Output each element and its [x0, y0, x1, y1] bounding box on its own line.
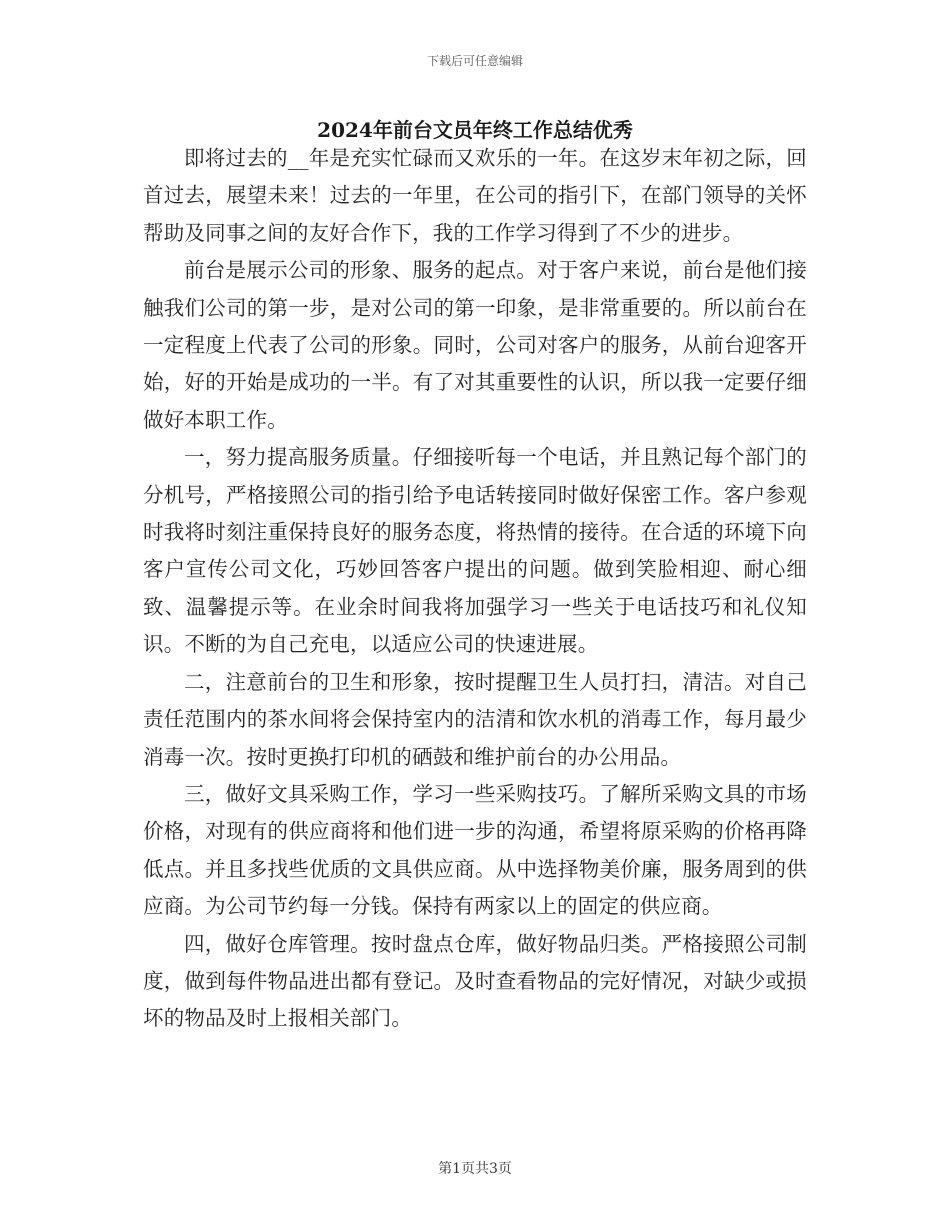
paragraph-service-quality: 一，努力提高服务质量。仔细接听每一个电话，并且熟记每个部门的分机号，严格接照公司的指引给予电话转接同时做好保密工作。客户参观时我将时刻注重保持良好的服务态度，将热情的接待。在合适的环境下向客户宣传公司文化，巧妙回答客户提出的问题。做到笑脸相迎、耐心细致、温馨提示等。在业余时间我将加强学习一些关于电话技巧和礼仪知识。不断的为自己充电，以适应公司的快速进展。: [143, 445, 807, 657]
paragraph-procurement: 三，做好文具采购工作，学习一些采购技巧。了解所采购文具的市场价格，对现有的供应商将和他们进一步的沟通，希望将原采购的价格再降低点。并且多找些优质的文具供应商。从中选择物美价廉，服务周到的供应商。为公司节约每一分钱。保持有两家以上的固定的供应商。: [143, 781, 807, 919]
document-body: [143, 140, 807, 1038]
paragraph-intro: 即将过去的__年是充实忙碌而又欢乐的一年。在这岁末年初之际，回首过去，展望未来！过去的一年里，在公司的指引下，在部门领导的关怀帮助及同事之间的友好合作下，我的工作学习得到了不少的进步。: [143, 146, 807, 245]
paragraph-warehouse: 四，做好仓库管理。按时盘点仓库，做好物品归类。严格接照公司制度，做到每件物品进出都有登记。及时查看物品的完好情况，对缺少或损坏的物品及时上报相关部门。: [143, 931, 807, 1031]
page-footer-number: 第1页共3页: [438, 1161, 512, 1177]
paragraph-hygiene: 二，注意前台的卫生和形象，按时提醒卫生人员打扫，清洁。对自己责任范围内的茶水间将会保持室内的洁清和饮水机的消毒工作，每月最少消毒一次。按时更换打印机的硒鼓和维护前台的办公用品。: [143, 669, 807, 769]
paragraph-front-desk-role: 前台是展示公司的形象、服务的起点。对于客户来说，前台是他们接触我们公司的第一步，是对公司的第一印象，是非常重要的。所以前台在一定程度上代表了公司的形象。同时，公司对客户的服务，从前台迎客开始，好的开始是成功的一半。有了对其重要性的认识，所以我一定要仔细做好本职工作。: [143, 258, 807, 432]
document-title: 2024年前台文员年终工作总结优秀: [317, 118, 633, 142]
page-header-note: 下载后可任意编辑: [426, 54, 523, 68]
